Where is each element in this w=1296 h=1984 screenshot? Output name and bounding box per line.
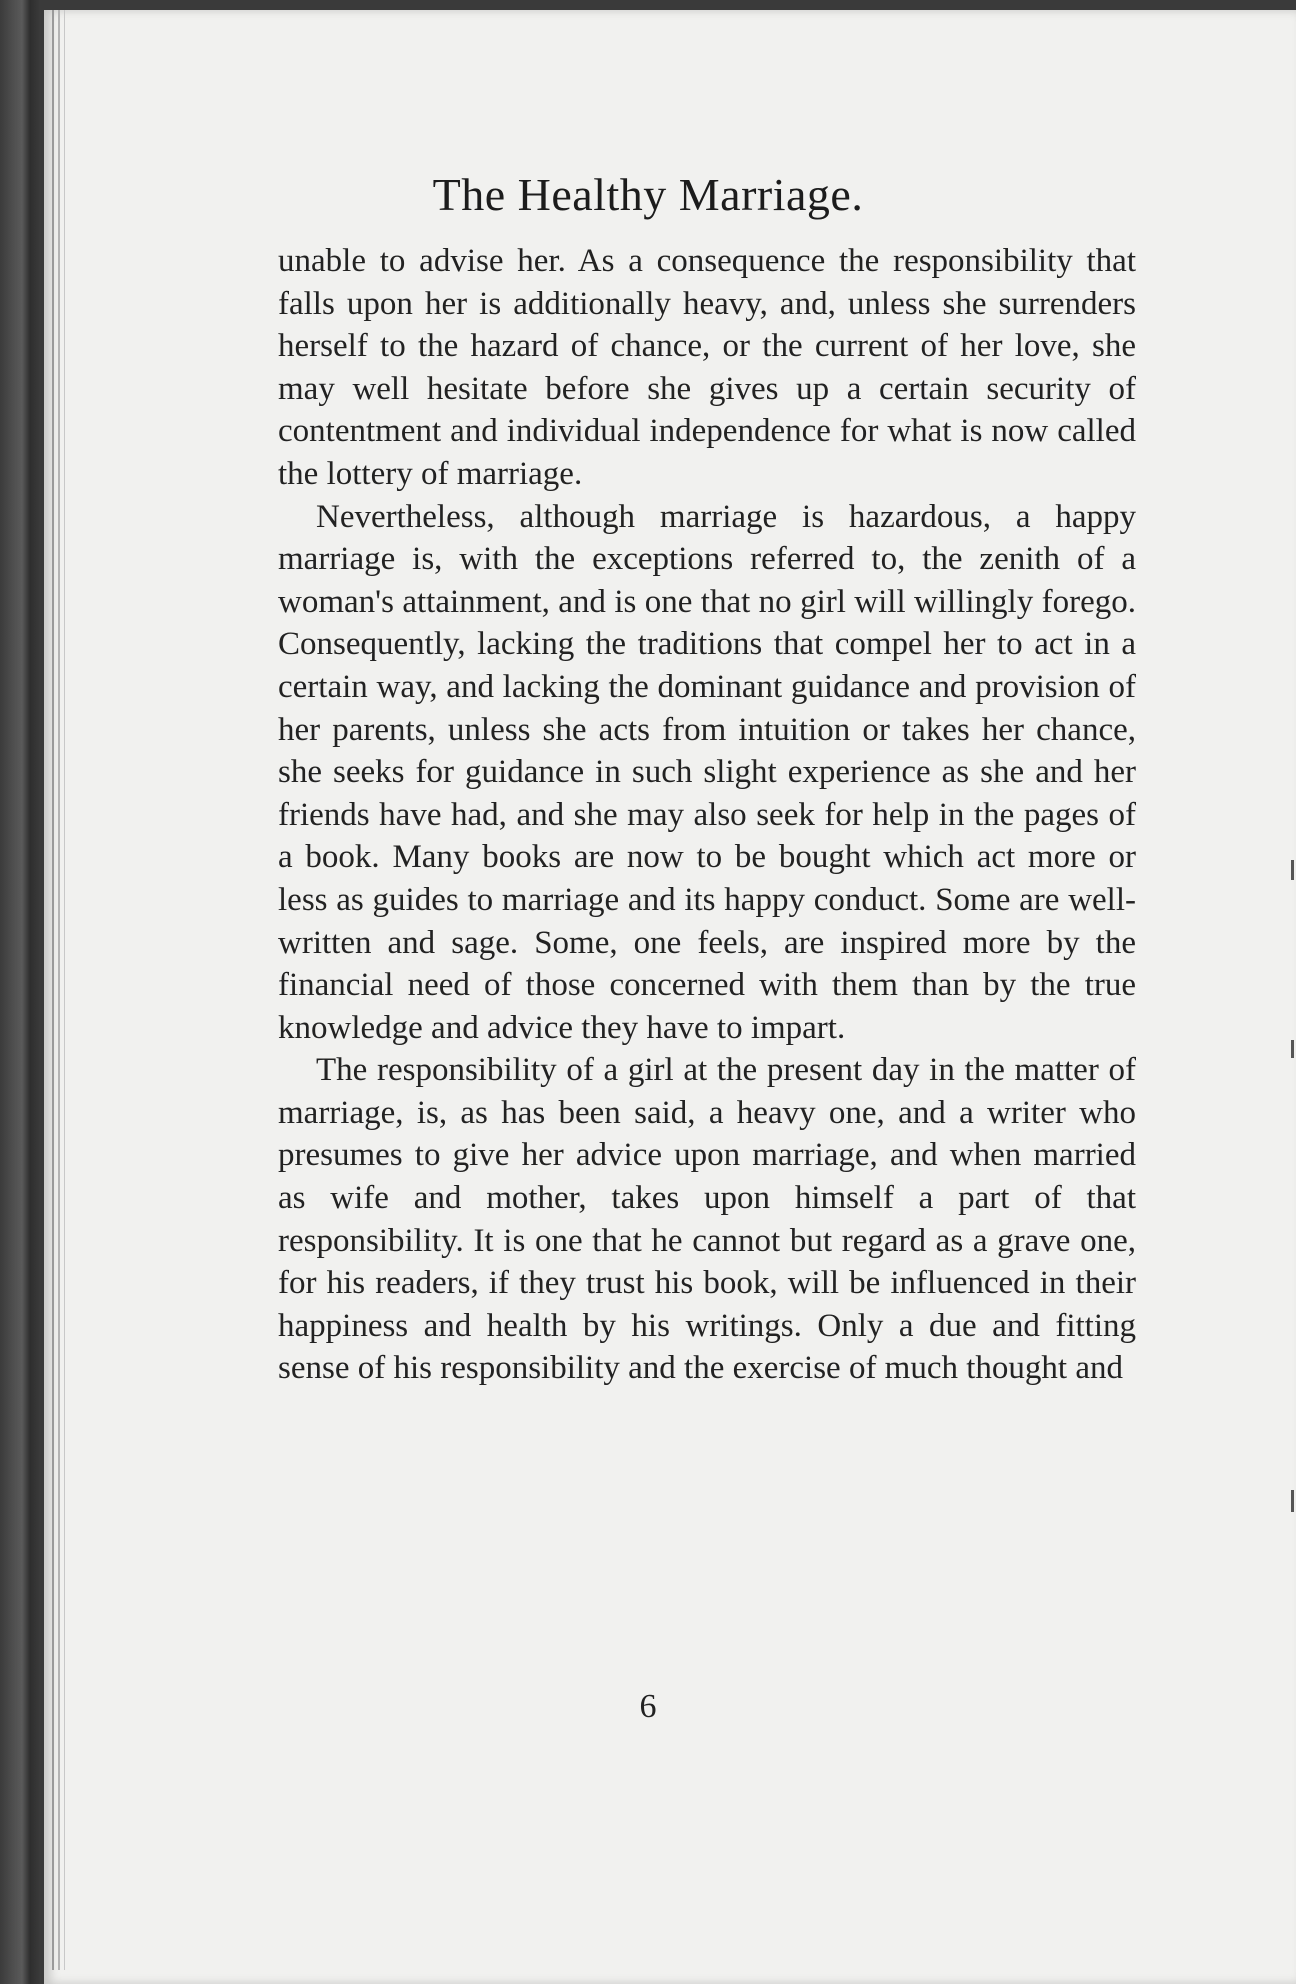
page-gutter-line	[58, 10, 60, 1970]
paragraph-3: The responsibility of a girl at the present day in the matter of marriage, is, as has been said, a heavy one, and a writer who presumes to give her advice upon marriage, and when married as wife and mother, takes upon himself a part of that responsibility. It is one that he cannot but regard as a grave one, for his readers, if they trust his book, will be influenced in their happiness and health by his writings. Only a due and fitting sense of his responsibility and the exercise of much thought and	[278, 1052, 1136, 1387]
paragraph-2: Nevertheless, although marriage is hazardous, a happy marriage is, with the exceptions referred to, the zenith of a woman's attainment, and is one that no girl will willingly forego. Consequently, lacking the traditions that compel her to act in a certain way, and lacking the dominant guidance and provision of her parents, unless she acts from intuition or takes her chance, she seeks for guidance in such slight experience as she and her friends have had, and she may also seek for help in the pages of a book. Many books are now to be bought which act more or less as guides to marriage and its happy conduct. Some are well-written and sage. Some, one feels, are inspired more by the financial need of those concerned with them than by the true knowledge and advice they have to impart.	[278, 498, 1136, 1046]
page-edge-mark	[1291, 860, 1294, 880]
page-gutter-line	[64, 10, 65, 1970]
running-head: The Healthy Marriage.	[432, 169, 864, 220]
page-edge-mark	[1291, 1490, 1294, 1512]
page-edge-mark	[1291, 1040, 1294, 1058]
body-text	[278, 240, 1136, 1390]
page-number: 6	[639, 1688, 657, 1725]
page-gutter-line	[52, 10, 54, 1970]
paragraph-1: unable to advise her. As a consequence the responsibility that falls upon her is additionally heavy, and, unless she surrenders herself to the hazard of chance, or the current of her love, she may well hesitate before she gives up a certain security of contentment and individual independence for what is now called the lottery of marriage.	[278, 243, 1136, 492]
